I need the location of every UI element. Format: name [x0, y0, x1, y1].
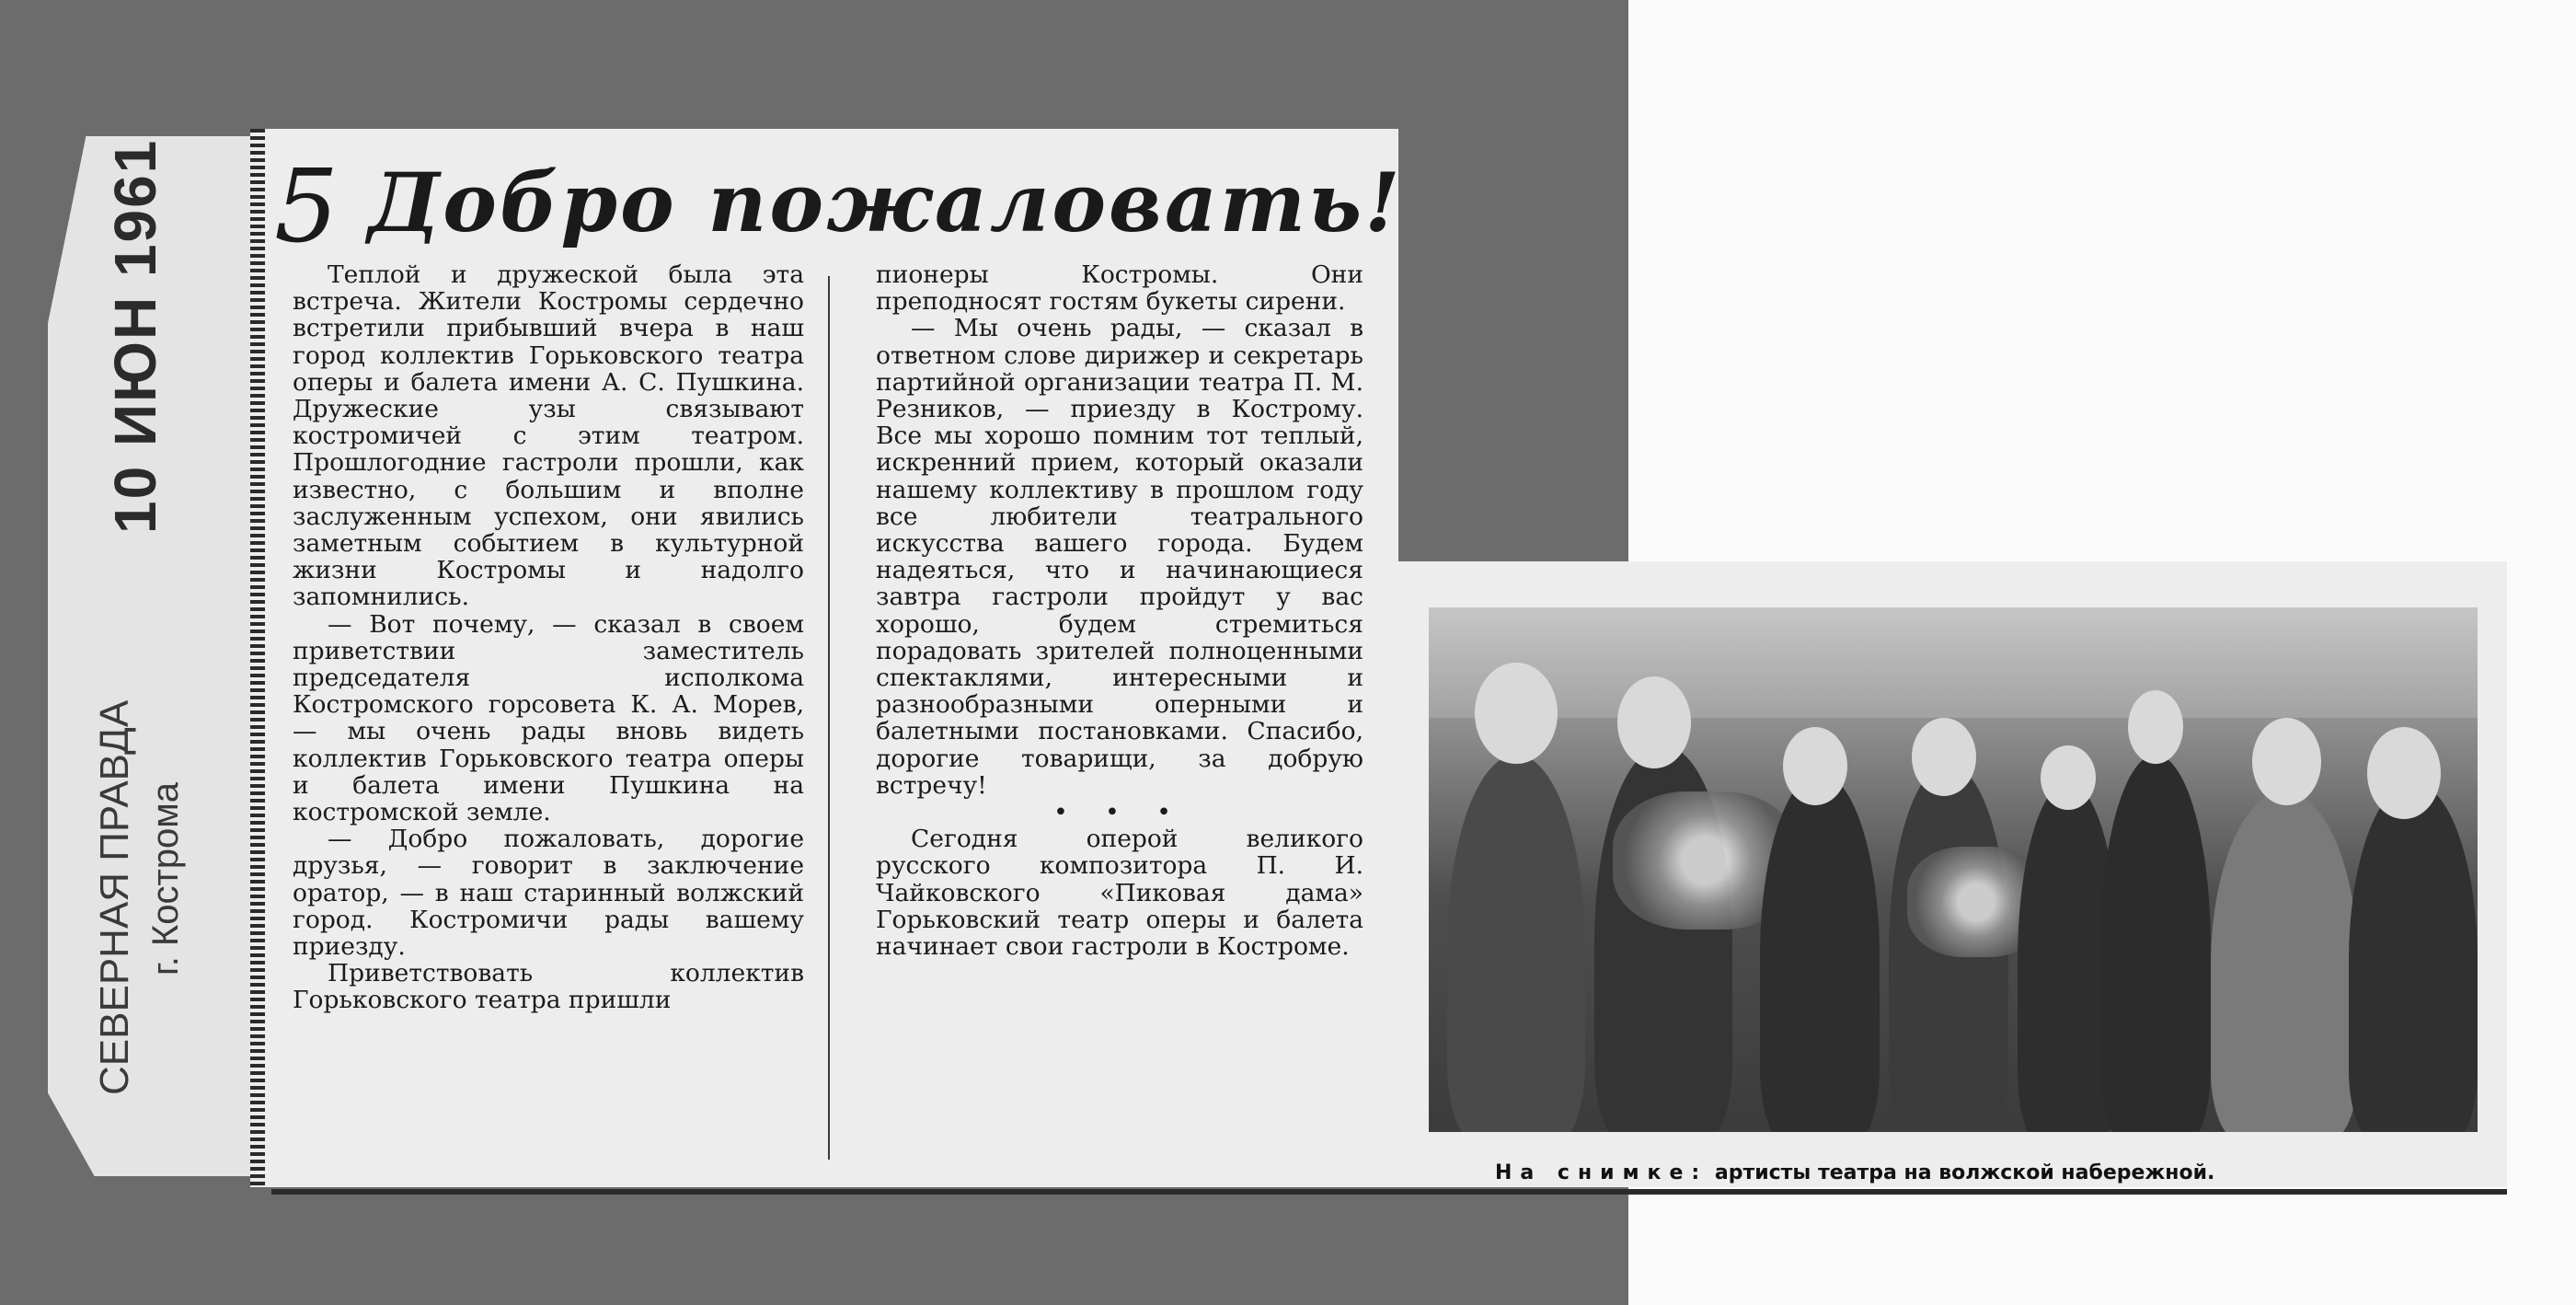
paragraph: Теплой и дружеской была эта встреча. Жители Костромы сердечно встретили прибывший вчера в наш город коллектив Горьковского театра оперы и балета имени А. С. Пушкина. Дружеские узы связывают костромичей с этим театром. Прошлогодние гастроли прошли, как известно, с большим и вполне заслуженным успехом, они явились заметным событием в культурной жизни Костромы и надолго запомнились. [293, 260, 804, 612]
photo-caption [1495, 1161, 2214, 1184]
archive-date-stamp [87, 138, 198, 534]
photo-face [2041, 745, 2096, 810]
paragraph: Приветствовать коллектив Горьковского театра пришли [293, 959, 804, 1015]
paragraph: — Добро пожаловать, дорогие друзья, — говорит в заключение оратор, — в наш старинный волжский город. Костромичи рады вашему приезду. [293, 825, 804, 962]
caption-text: артисты театра на волжской набережной. [1708, 1161, 2215, 1184]
paragraph: — Вот почему, — сказал в своем приветствии заместитель председателя исполкома Костромского горсовета К. А. Морев, — мы очень рады вновь видеть коллектив Горьковского театра оперы и балета имени Пушкина на костромской земле. [293, 609, 804, 827]
photo-person [1760, 773, 1880, 1132]
photo-face [1783, 727, 1847, 805]
article-headline: Добро пожаловать! [368, 155, 1403, 250]
photo-face [2252, 718, 2321, 805]
photo-person [2211, 791, 2358, 1132]
torn-edge [250, 129, 265, 1187]
article-column-1 [293, 261, 804, 1014]
section-separator: • • • [1053, 798, 1186, 827]
photo-face [2128, 690, 2183, 764]
article-number: 5 [274, 147, 339, 265]
stamp-date-text: 10 ИЮН 1961 [102, 138, 168, 534]
article-photo [1429, 607, 2478, 1132]
photo-face [1617, 676, 1691, 768]
paragraph: Сегодня оперой великого русского композитора П. И. Чайковского «Пиковая дама» Горьковский театр оперы и балета начинает свои гастроли в Костроме. [876, 825, 1363, 962]
photo-person [2100, 755, 2211, 1132]
caption-lead: На снимке: [1495, 1161, 1708, 1184]
column-divider [828, 276, 830, 1160]
newspaper-name-stamp: СЕВЕРНАЯ ПРАВДА [92, 699, 137, 1095]
photo-face [1912, 718, 1976, 796]
paragraph: — Мы очень рады, — сказал в ответном слове дирижер и секретарь партийной организации театра П. М. Резников, — приезду в Кострому. Все мы хорошо помним тот теплый, искренний прием, который оказали нашему коллективу в прошлом году все любители театрального искусства вашего города. Будем надеяться, что и начинающиеся завтра гастроли пройдут у вас хорошо, будем стремиться порадовать зрителей полноценными спектаклями, интересными и разнообразными оперными и балетными постановками. Спасибо, дорогие товарищи, за добрую встречу! [876, 314, 1363, 800]
paragraph: пионеры Костромы. Они преподносят гостям букеты сирени. [876, 260, 1363, 317]
photo-sky [1429, 607, 2478, 718]
photo-person [1447, 755, 1585, 1132]
photo-face [1475, 663, 1558, 764]
photo-face [2367, 727, 2441, 819]
photo-person [2349, 782, 2478, 1132]
article-column-2 [876, 261, 1363, 960]
clipping-bottom-rule [271, 1189, 2507, 1195]
city-stamp: г. Кострома [145, 781, 186, 976]
